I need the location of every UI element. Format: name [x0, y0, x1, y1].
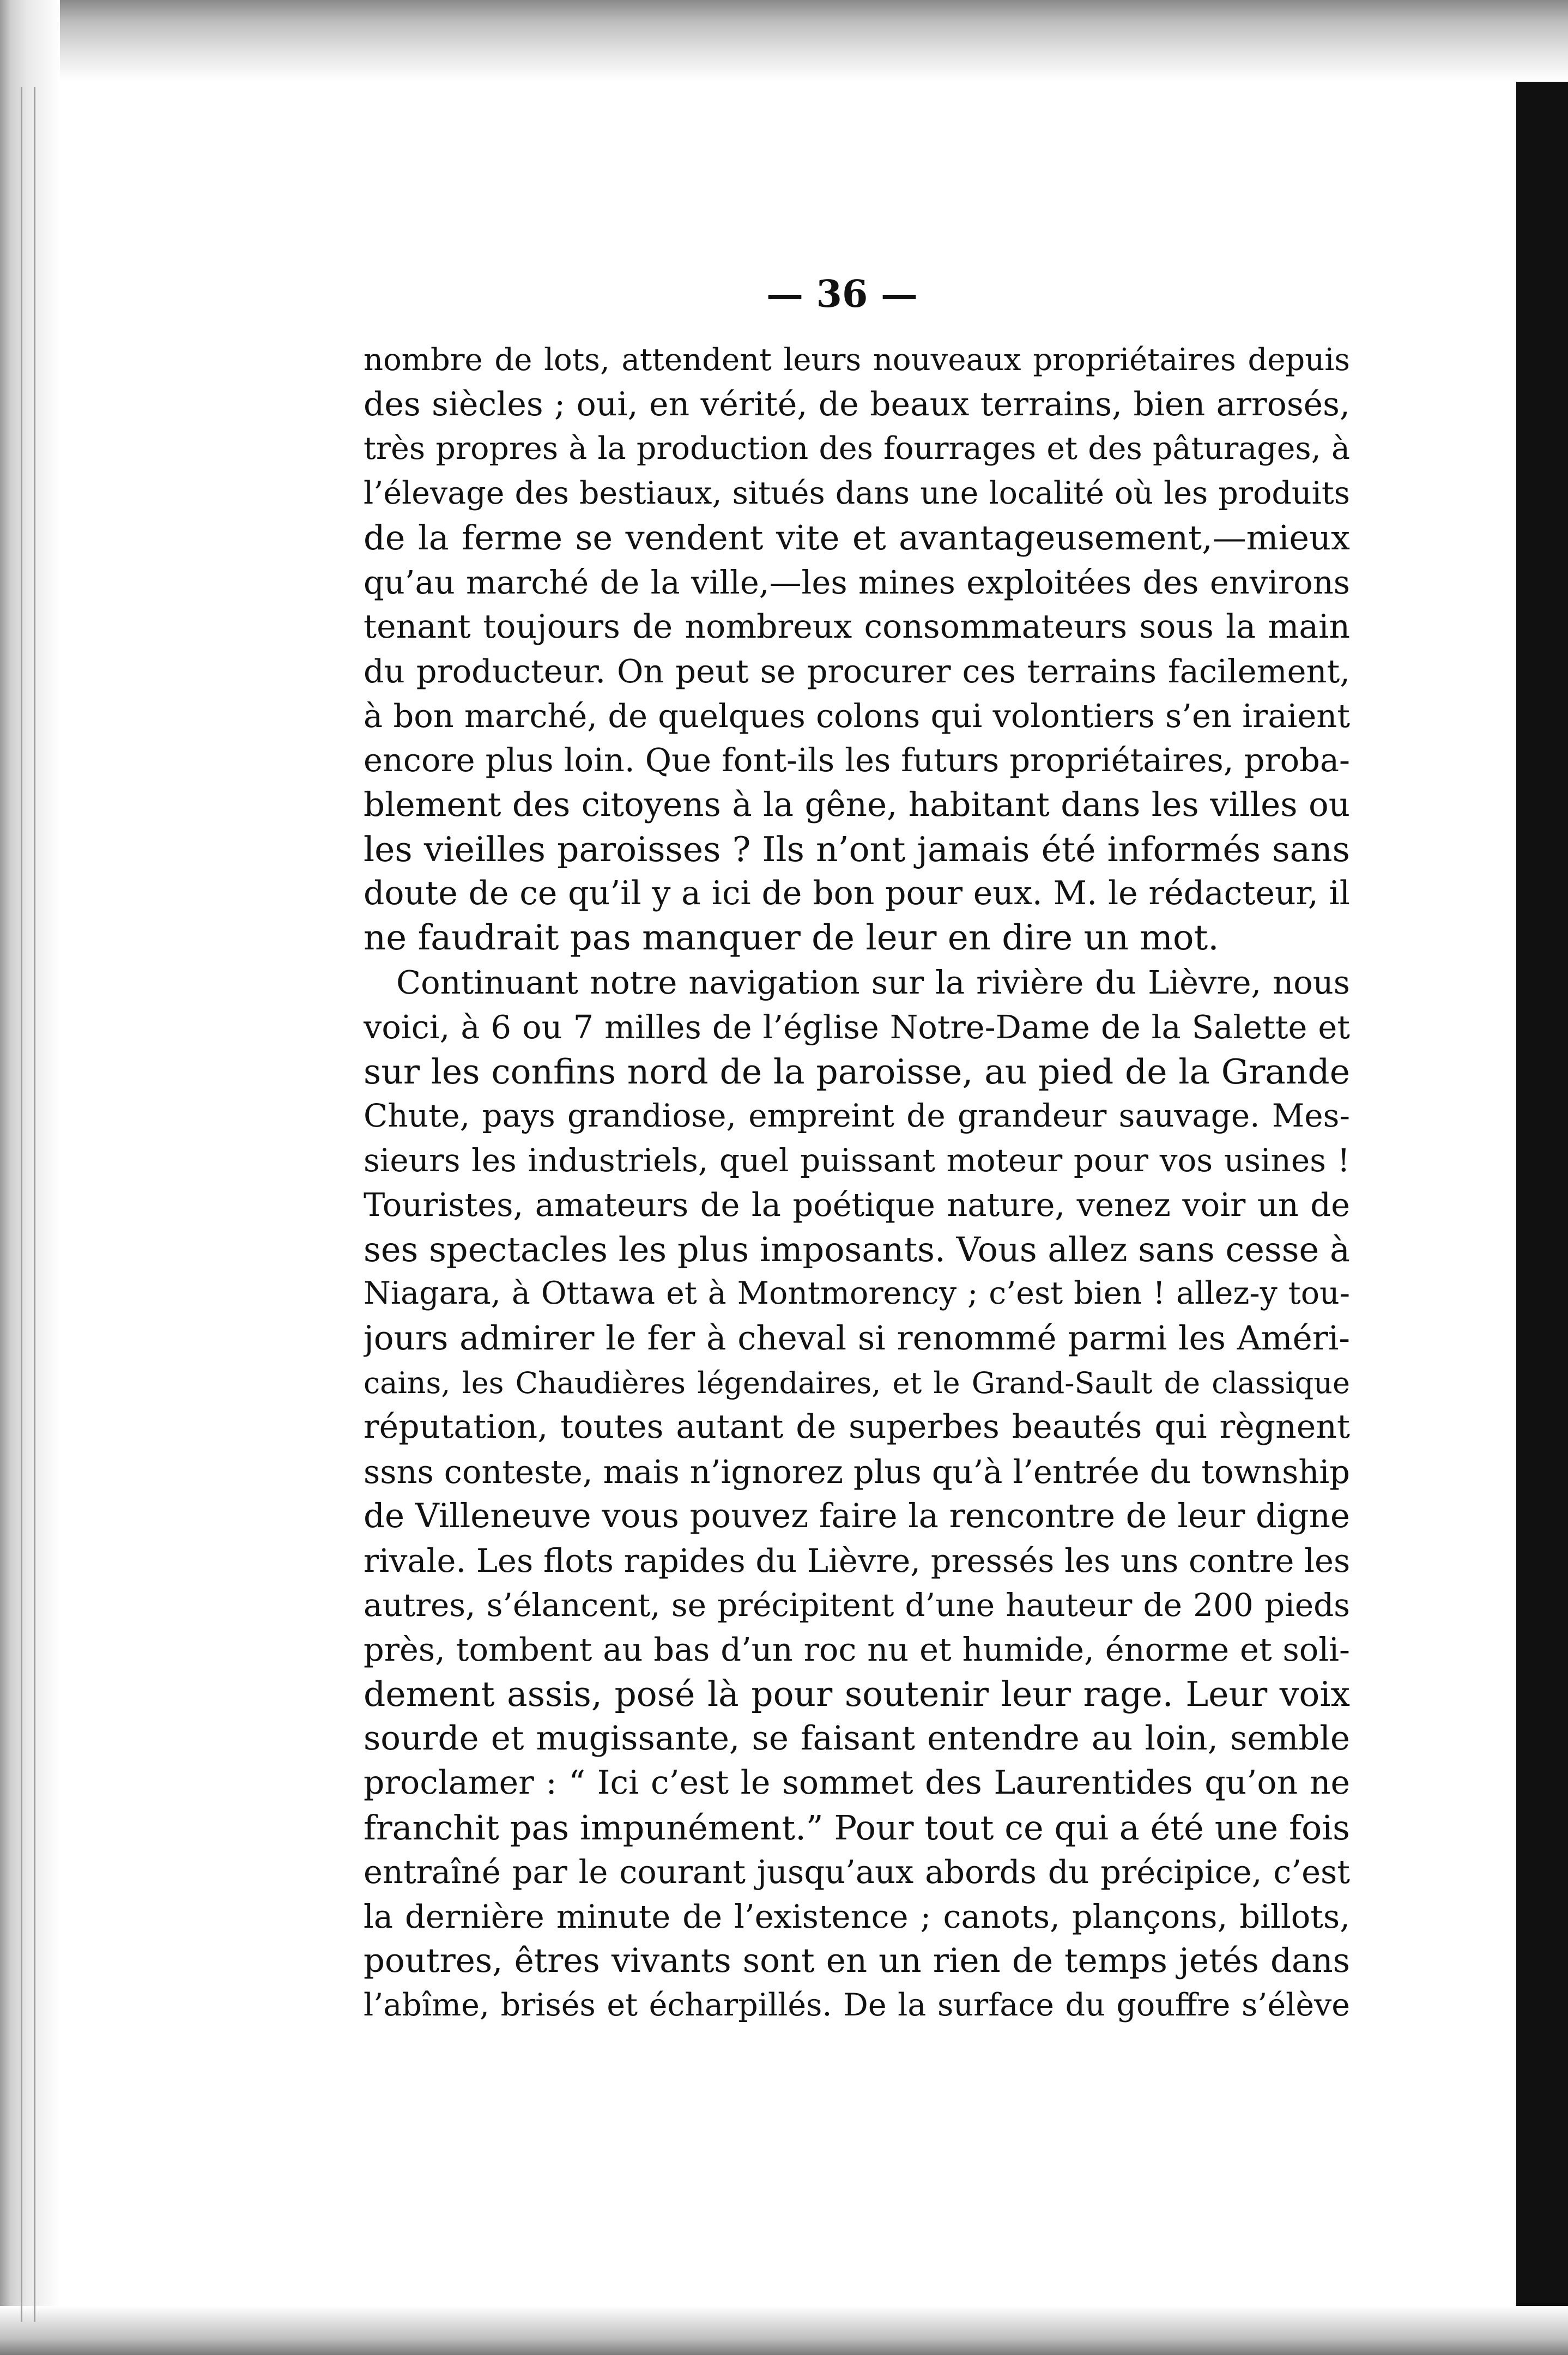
text-line: jours admirer le fer à cheval si renommé parmi les Améri- — [364, 1319, 1350, 1358]
text-line: autres, s’élancent, se précipitent d’une hauteur de 200 pieds — [364, 1586, 1350, 1624]
text-line: doute de ce qu’il y a ici de bon pour eux. M. le rédacteur, il — [364, 874, 1350, 913]
text-line: ses spectacles les plus imposants. Vous allez sans cesse à — [364, 1229, 1350, 1269]
text-line: ne faudrait pas manquer de leur en dire un mot. — [364, 917, 1219, 958]
text-line: de la ferme se vendent vite et avantageusement,—mieux — [364, 518, 1350, 558]
text-line: des siècles ; oui, en vérité, de beaux terrains, bien arrosés, — [364, 385, 1350, 423]
text-line: nombre de lots, attendent leurs nouveaux propriétaires depuis — [364, 342, 1350, 378]
text-line: les vieilles paroisses ? Ils n’ont jamais été informés sans — [364, 829, 1350, 869]
text-line: très propres à la production des fourrages et des pâturages, à — [364, 431, 1350, 467]
text-line: blement des citoyens à la gêne, habitant dans les villes ou — [364, 785, 1350, 824]
binding-line — [34, 87, 35, 2322]
text-line: la dernière minute de l’existence ; canots, plançons, billots, — [364, 1897, 1350, 1935]
text-line: sourde et mugissante, se faisant entendre au loin, semble — [364, 1719, 1350, 1758]
page-edge-left — [0, 0, 60, 2355]
text-line: cains, les Chaudières légendaires, et le Grand-Sault de classique — [364, 1365, 1350, 1400]
page-number: — 36 — — [766, 273, 918, 316]
text-line: ssns conteste, mais n’ignorez plus qu’à l’entrée du township — [364, 1452, 1350, 1491]
page-edge-right — [1516, 82, 1568, 2355]
text-body — [364, 338, 1350, 2028]
text-line: à bon marché, de quelques colons qui volontiers s’en iraient — [364, 697, 1350, 735]
text-line: du producteur. On peut se procurer ces terrains facilement, — [364, 652, 1350, 691]
page-edge-bottom — [0, 2306, 1568, 2355]
text-line: Niagara, à Ottawa et à Montmorency ; c’est bien ! allez-y tou- — [364, 1275, 1350, 1312]
text-line: qu’au marché de la ville,—les mines exploitées des environs — [364, 563, 1350, 601]
text-line: poutres, êtres vivants sont en un rien de temps jetés dans — [364, 1941, 1350, 1981]
binding-line — [21, 87, 22, 2322]
page-edge-top — [0, 0, 1568, 82]
text-line: de Villeneuve vous pouvez faire la rencontre de leur digne — [364, 1497, 1350, 1536]
text-line: voici, à 6 ou 7 milles de l’église Notre-Dame de la Salette et — [364, 1008, 1350, 1046]
text-line: Chute, pays grandiose, empreint de grandeur sauvage. Mes- — [364, 1097, 1350, 1135]
text-line: dement assis, posé là pour soutenir leur rage. Leur voix — [364, 1674, 1350, 1714]
text-line: franchit pas impunément.” Pour tout ce qui a été une fois — [364, 1807, 1350, 1848]
text-line: Continuant notre navigation sur la rivière du Lièvre, nous — [396, 964, 1350, 1002]
text-line: encore plus loin. Que font-ils les futurs propriétaires, proba- — [364, 741, 1350, 779]
text-line: rivale. Les flots rapides du Lièvre, pressés les uns contre les — [364, 1542, 1350, 1580]
text-line: Touristes, amateurs de la poétique nature, venez voir un de — [364, 1186, 1350, 1224]
text-line: l’élevage des bestiaux, situés dans une localité où les produits — [364, 475, 1350, 511]
text-line: entraîné par le courant jusqu’aux abords du précipice, c’est — [364, 1853, 1350, 1891]
text-line: près, tombent au bas d’un roc nu et humide, énorme et soli- — [364, 1631, 1350, 1669]
text-line: tenant toujours de nombreux consommateurs sous la main — [364, 607, 1350, 646]
text-line: l’abîme, brisés et écharpillés. De la surface du gouffre s’élève — [364, 1987, 1350, 2023]
text-line: proclamer : “ Ici c’est le sommet des Laurentides qu’on ne — [364, 1764, 1350, 1802]
text-line: sur les confins nord de la paroisse, au pied de la Grande — [364, 1051, 1350, 1092]
text-line: sieurs les industriels, quel puissant moteur pour vos usines ! — [364, 1141, 1350, 1179]
text-line: réputation, toutes autant de superbes beautés qui règnent — [364, 1408, 1350, 1446]
